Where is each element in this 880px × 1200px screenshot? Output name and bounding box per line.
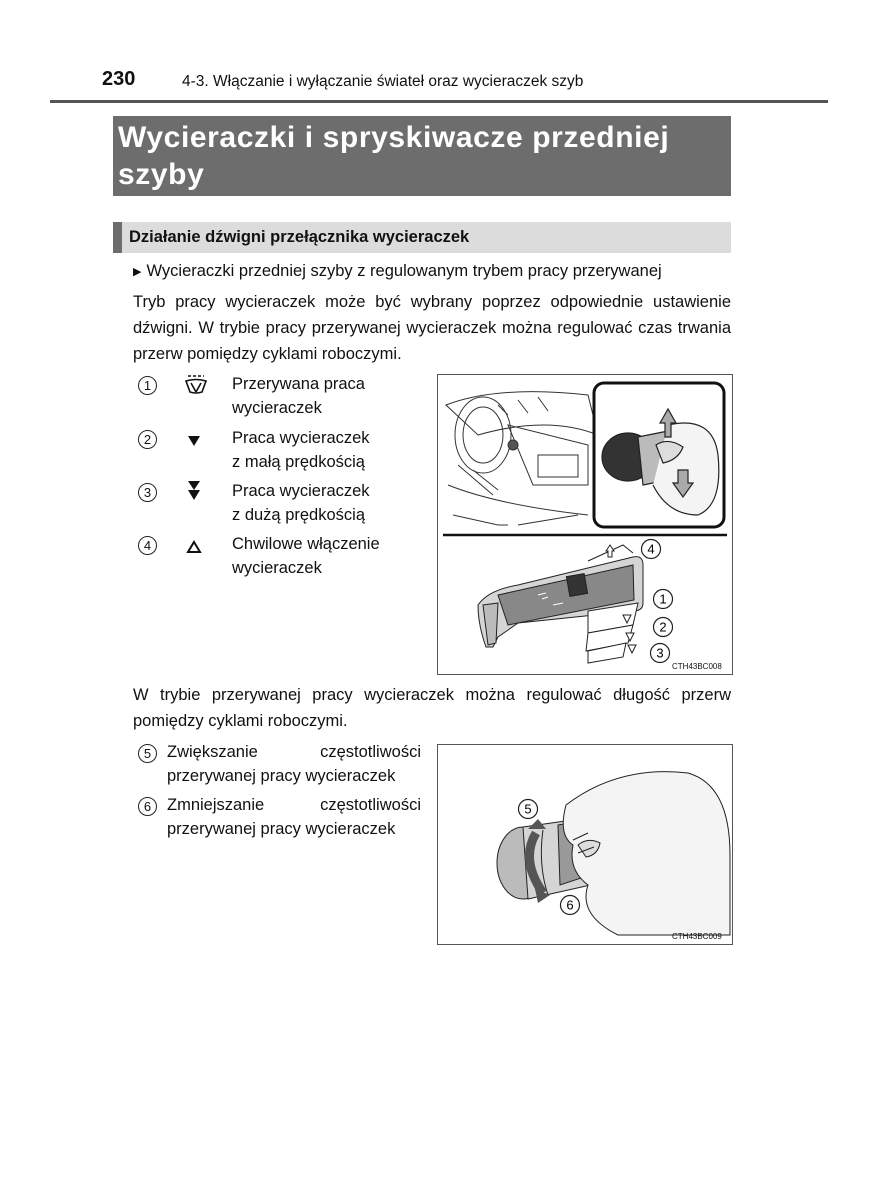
item-line: przerywanej pracy wycieraczek <box>167 820 396 838</box>
item-word: częstotliwości <box>320 796 421 814</box>
callout-label: 6 <box>566 897 574 913</box>
item-line: Chwilowe włączenie <box>232 535 380 553</box>
callout-label: 1 <box>659 591 667 607</box>
interval-adjust-figure <box>437 744 733 945</box>
callout-label: 4 <box>647 541 655 557</box>
bullet-text: Wycieraczki przedniej szyby z regulowanym trybem pracy przerywanej <box>146 262 662 280</box>
item-line: wycieraczek <box>232 399 322 417</box>
bullet-line <box>133 262 662 281</box>
callout-label: 5 <box>524 801 532 817</box>
subsection-heading: Działanie dźwigni przełącznika wycieraczek <box>129 228 470 246</box>
item-text <box>232 372 422 420</box>
header-divider <box>50 100 828 103</box>
number-circle: 6 <box>138 797 157 816</box>
section-title <box>118 119 669 193</box>
page-header <box>50 66 828 102</box>
item-line: Przerywana praca <box>232 375 365 393</box>
item-word: Zmniejszanie <box>167 796 265 814</box>
section-title-line2: szyby <box>118 158 205 191</box>
subsection-bar <box>113 222 122 253</box>
item-line: przerywanej pracy wycieraczek <box>167 767 396 785</box>
high-speed-arrow-icon <box>186 480 210 502</box>
dashboard-illustration <box>438 375 732 674</box>
interval-paragraph: W trybie przerywanej pracy wycieraczek można regulować długość przerw pomiędzy cyklami roboczymi. <box>133 686 731 730</box>
section-title-line1: Wycieraczki i spryskiwacze przedniej <box>118 121 670 154</box>
low-speed-arrow-icon <box>186 431 210 453</box>
intermittent-wiper-icon <box>183 374 207 396</box>
item-line: Praca wycieraczek <box>232 482 370 500</box>
mist-arrow-icon <box>186 537 210 559</box>
item-text <box>232 426 422 474</box>
number-circle: 4 <box>138 536 157 555</box>
intro-paragraph: Tryb pracy wycieraczek może być wybrany poprzez odpowiednie ustawienie dźwigni. W trybie pracy przerywanej wycieraczek można regulować czas trwania przerw pomiędzy cyklami roboczymi. <box>133 293 731 363</box>
hand-lever-illustration <box>438 745 732 944</box>
item-word: częstotliwości <box>320 743 421 761</box>
triangle-bullet-icon: ▶ <box>133 266 142 278</box>
section-title-box <box>113 116 731 196</box>
number-circle: 1 <box>138 376 157 395</box>
item-line: wycieraczek <box>232 559 322 577</box>
item-line: z dużą prędkością <box>232 506 365 524</box>
wiper-lever-figure <box>437 374 733 675</box>
item-line: Praca wycieraczek <box>232 429 370 447</box>
figure-code: CTH43BC009 <box>672 932 722 941</box>
item-text <box>167 740 421 788</box>
item-text <box>167 793 421 841</box>
subsection-heading-box <box>113 222 731 253</box>
item-text <box>232 532 422 580</box>
number-circle: 2 <box>138 430 157 449</box>
number-circle: 5 <box>138 744 157 763</box>
item-line: z małą prędkością <box>232 453 365 471</box>
chapter-title: 4-3. Włączanie i wyłączanie świateł oraz wycieraczek szyb <box>182 73 584 90</box>
number-circle: 3 <box>138 483 157 502</box>
page-number: 230 <box>102 68 136 90</box>
item-text <box>232 479 422 527</box>
callout-label: 3 <box>656 645 664 661</box>
callout-label: 2 <box>659 619 667 635</box>
figure-code: CTH43BC008 <box>672 662 722 671</box>
item-word: Zwiększanie <box>167 743 258 761</box>
